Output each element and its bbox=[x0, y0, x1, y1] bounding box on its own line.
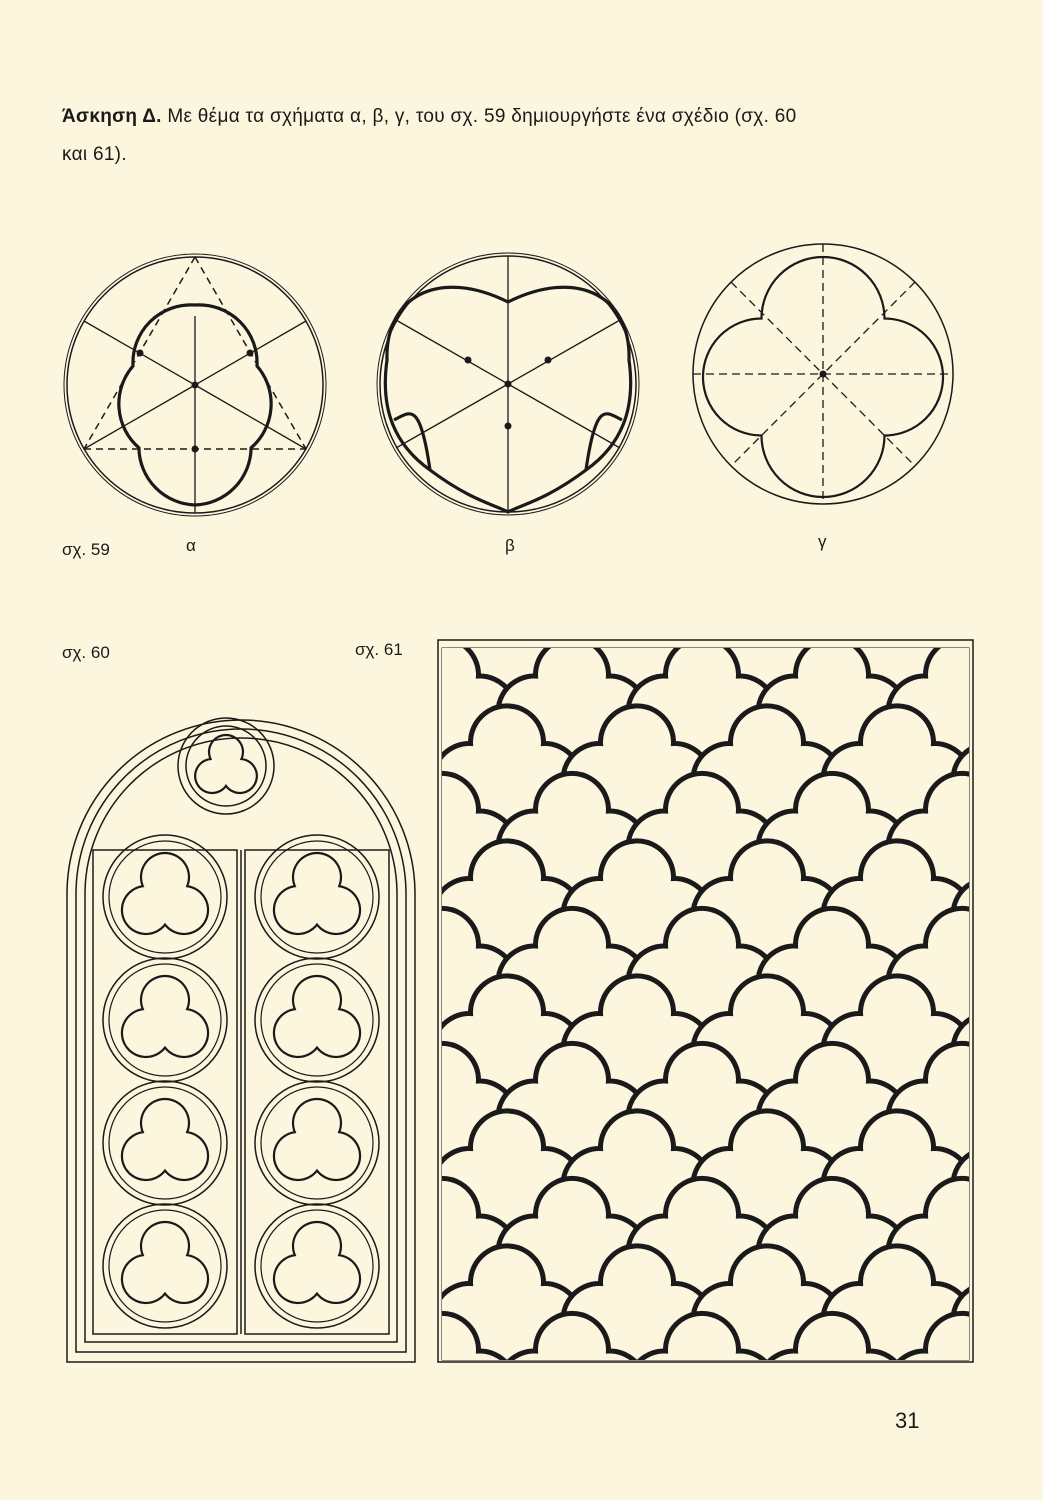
exercise-line-2: και 61). bbox=[62, 144, 127, 165]
quatrefoil-outline bbox=[1020, 641, 1043, 784]
quatrefoil-fill bbox=[695, 1383, 838, 1500]
window-trefoil bbox=[274, 1222, 360, 1303]
figure-59-label-gamma: γ bbox=[818, 532, 827, 551]
quatrefoil-fill bbox=[825, 1383, 968, 1500]
quatrefoil-fill bbox=[630, 1451, 773, 1500]
quatrefoil-outline bbox=[1020, 911, 1043, 1054]
window-trefoil bbox=[274, 1099, 360, 1180]
figure-59-caption: σχ. 59 bbox=[62, 540, 110, 559]
web-rosette bbox=[957, 778, 1043, 918]
web-rosette bbox=[502, 1385, 642, 1500]
quatrefoil-fill bbox=[370, 1451, 513, 1500]
quatrefoil-outline bbox=[1020, 1046, 1043, 1189]
window-trefoil bbox=[274, 976, 360, 1057]
window-trefoil bbox=[122, 1099, 208, 1180]
web-rosette bbox=[632, 1385, 772, 1500]
exercise-line-1: Με θέμα τα σχήματα α, β, γ, του σχ. 59 δημιουργήστε ένα σχέδιο (σχ. 60 bbox=[167, 106, 797, 127]
web-rosette bbox=[762, 1385, 902, 1500]
figure-60-caption: σχ. 60 bbox=[62, 643, 110, 662]
figure-61-pattern bbox=[370, 573, 1043, 1500]
quatrefoil-outline bbox=[435, 1383, 578, 1500]
quatrefoil-outline bbox=[760, 1451, 903, 1500]
figure-59-beta bbox=[377, 253, 639, 515]
web-rosette bbox=[957, 1048, 1043, 1188]
web-rosette bbox=[1022, 1115, 1043, 1255]
web-rosette bbox=[957, 1318, 1043, 1458]
quatrefoil-fill bbox=[1020, 1316, 1043, 1459]
web-rosette bbox=[1022, 575, 1043, 715]
quatrefoil-fill bbox=[1020, 911, 1043, 1054]
figure-59-gamma bbox=[693, 244, 953, 504]
page-number: 31 bbox=[895, 1408, 920, 1433]
quatrefoil-fill bbox=[1020, 1451, 1043, 1500]
quatrefoil-fill bbox=[1020, 1181, 1043, 1324]
exercise-title: Άσκηση Δ. bbox=[62, 106, 162, 127]
quatrefoil-fill bbox=[955, 1383, 1043, 1500]
quatrefoil-outline bbox=[1020, 1451, 1043, 1500]
quatrefoil-fill bbox=[1020, 776, 1043, 919]
figure-60-window bbox=[67, 718, 415, 1362]
web-rosette bbox=[957, 913, 1043, 1053]
window-trefoil bbox=[122, 853, 208, 934]
web-rosette bbox=[1022, 980, 1043, 1120]
quatrefoil-fill bbox=[890, 1451, 1033, 1500]
quatrefoil-outline bbox=[370, 1451, 513, 1500]
quatrefoil-outline bbox=[500, 1451, 643, 1500]
quatrefoil-outline bbox=[1020, 1316, 1043, 1459]
web-rosette bbox=[1022, 1385, 1043, 1500]
web-rosette bbox=[957, 1183, 1043, 1323]
quatrefoil-outline bbox=[695, 1383, 838, 1500]
quatrefoil-fill bbox=[760, 1451, 903, 1500]
quatrefoil-fill bbox=[435, 1383, 578, 1500]
quatrefoil-outline bbox=[1020, 1181, 1043, 1324]
figure-61-caption: σχ. 61 bbox=[355, 640, 403, 659]
quatrefoil-outline bbox=[890, 1451, 1033, 1500]
figure-59-label-alpha: α bbox=[186, 536, 196, 555]
web-rosette bbox=[827, 1453, 967, 1500]
quatrefoil-fill bbox=[565, 1383, 708, 1500]
figure-59-label-beta: β bbox=[505, 536, 515, 555]
quatrefoil-fill bbox=[500, 1451, 643, 1500]
web-rosette bbox=[1022, 710, 1043, 850]
window-trefoil bbox=[274, 853, 360, 934]
web-rosette bbox=[957, 1453, 1043, 1500]
quatrefoil-outline bbox=[630, 1451, 773, 1500]
quatrefoil-fill bbox=[1020, 1046, 1043, 1189]
web-rosette bbox=[957, 643, 1043, 783]
web-rosette bbox=[372, 1385, 512, 1500]
web-rosette bbox=[1022, 845, 1043, 985]
window-top-trefoil bbox=[195, 735, 257, 793]
web-rosette bbox=[892, 1385, 1032, 1500]
web-rosette bbox=[567, 1453, 707, 1500]
web-rosette bbox=[697, 1453, 837, 1500]
quatrefoil-fill bbox=[1020, 641, 1043, 784]
window-trefoil bbox=[122, 976, 208, 1057]
figure-59-alpha bbox=[64, 254, 326, 516]
quatrefoil-outline bbox=[565, 1383, 708, 1500]
quatrefoil-outline bbox=[955, 1383, 1043, 1500]
web-rosette bbox=[437, 1453, 577, 1500]
quatrefoil-outline bbox=[825, 1383, 968, 1500]
quatrefoil-outline bbox=[1020, 776, 1043, 919]
web-rosette bbox=[1022, 1250, 1043, 1390]
window-trefoil bbox=[122, 1222, 208, 1303]
